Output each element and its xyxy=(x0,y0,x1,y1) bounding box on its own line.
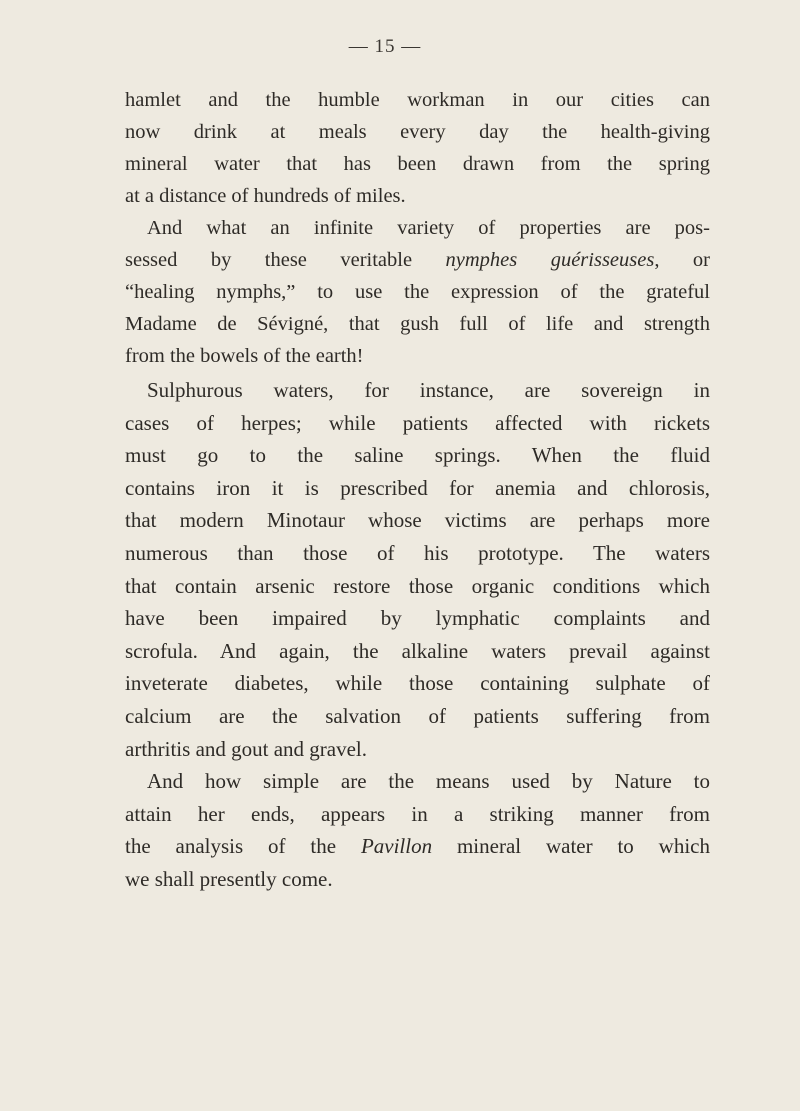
text-line: “healing nymphs,” to use the expression of the grateful xyxy=(125,281,710,303)
text-line: Madame de Sévigné, that gush full of life and strength xyxy=(125,313,710,335)
text-line: have been impaired by lymphatic complaints and xyxy=(125,606,710,631)
text-line: that modern Minotaur whose victims are perhaps more xyxy=(125,508,710,533)
text-line xyxy=(125,244,710,276)
text-segment: , or xyxy=(654,249,710,271)
text-line: at a distance of hundreds of miles. xyxy=(125,185,406,207)
paragraph-2 xyxy=(125,212,710,372)
text-segment: mineral water to which xyxy=(432,834,710,859)
body-text xyxy=(125,84,710,896)
text-line: we shall presently come. xyxy=(125,866,333,891)
text-line: calcium are the salvation of patients suffering from xyxy=(125,703,710,728)
text-line: contains iron it is prescribed for anemia and chlorosis, xyxy=(125,475,710,500)
paragraph-3 xyxy=(125,374,710,765)
text-line: arthritis and gout and gravel. xyxy=(125,736,368,761)
paragraph-1 xyxy=(125,84,710,212)
text-line: scrofula. And again, the alkaline waters prevail against xyxy=(125,638,710,663)
text-line: must go to the saline springs. When the fluid xyxy=(125,443,710,468)
page-number: — 15 — xyxy=(348,36,422,57)
text-line xyxy=(125,830,710,863)
text-line: numerous than those of his prototype. The waters xyxy=(125,540,710,565)
text-segment: the analysis of the xyxy=(125,834,361,859)
text-line: And what an infinite variety of properties are pos- xyxy=(147,217,710,239)
text-line: from the bowels of the earth! xyxy=(125,345,364,367)
text-line: And how simple are the means used by Nature to xyxy=(147,769,710,794)
text-segment: sessed by these veritable xyxy=(125,249,446,271)
text-line: attain her ends, appears in a striking manner from xyxy=(125,801,710,826)
text-line: cases of herpes; while patients affected with rickets xyxy=(125,410,710,435)
text-line: that contain arsenic restore those organic conditions which xyxy=(125,573,710,598)
italic-phrase: nymphes guérisseuses xyxy=(445,249,655,271)
italic-phrase: Pavillon xyxy=(360,834,433,859)
text-line: Sulphurous waters, for instance, are sovereign in xyxy=(147,378,710,402)
paragraph-4 xyxy=(125,765,710,895)
text-line: mineral water that has been drawn from the spring xyxy=(125,153,710,175)
text-line: inveterate diabetes, while those containing sulphate of xyxy=(125,671,710,696)
text-line: hamlet and the humble workman in our cities can xyxy=(125,89,710,111)
text-line: now drink at meals every day the health-giving xyxy=(125,121,710,143)
